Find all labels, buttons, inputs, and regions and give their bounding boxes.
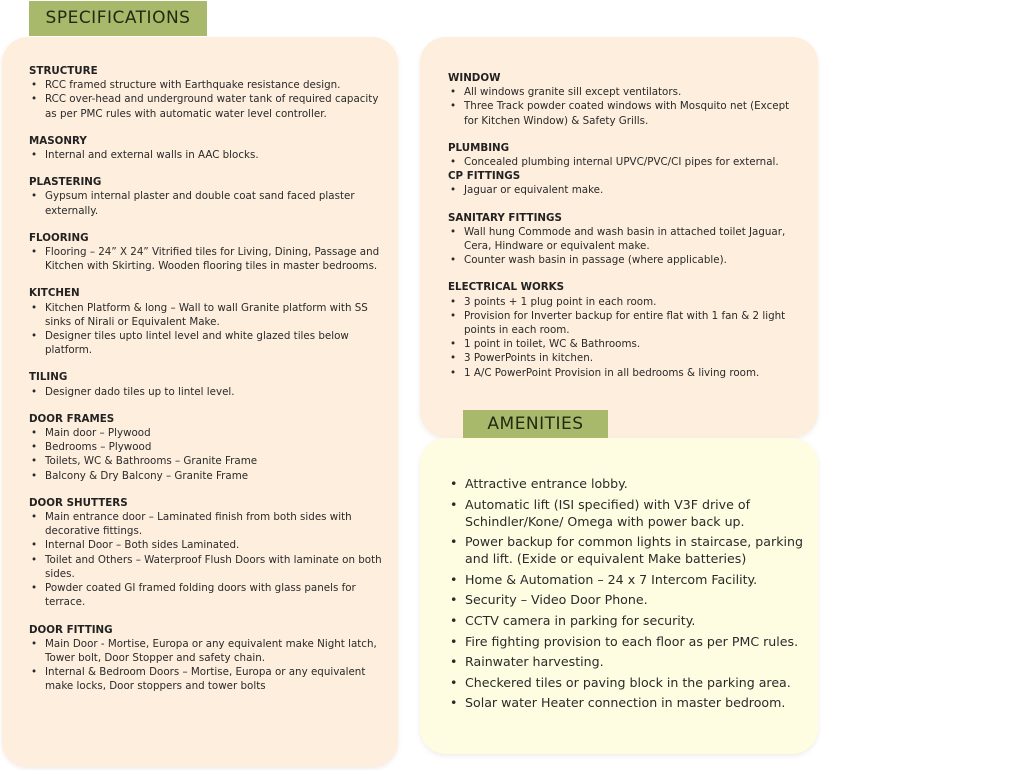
list-item: • Internal and external walls in AAC blocks.: [29, 148, 389, 162]
specifications-right-column: [448, 71, 803, 393]
list-item: • 1 point in toilet, WC & Bathrooms.: [448, 337, 803, 351]
section-heading: PLUMBING: [448, 141, 510, 154]
spec-section: [29, 175, 389, 218]
list-item: • Powder coated GI framed folding doors with glass panels for terrace.: [29, 581, 389, 609]
list-item: • Jaguar or equivalent make.: [448, 183, 803, 197]
list-item: • 3 PowerPoints in kitchen.: [448, 351, 803, 365]
amenity-item: • Security – Video Door Phone.: [448, 591, 808, 608]
section-heading: KITCHEN: [29, 287, 80, 300]
spec-section: [448, 71, 803, 128]
section-heading: DOOR FRAMES: [29, 412, 115, 425]
list-item: • 1 A/C PowerPoint Provision in all bedrooms & living room.: [448, 366, 803, 380]
list-item: • RCC over-head and underground water tank of required capacity as per PMC rules with automatic water level controller.: [29, 92, 389, 120]
section-list: [448, 85, 803, 128]
list-item: • Flooring – 24” X 24” Vitrified tiles for Living, Dining, Passage and Kitchen with Skirting. Wooden flooring tiles in master bedrooms.: [29, 245, 389, 273]
section-list: [29, 510, 389, 609]
amenity-item: • CCTV camera in parking for security.: [448, 612, 808, 629]
list-item: • Gypsum internal plaster and double coat sand faced plaster externally.: [29, 189, 389, 217]
list-item: • Wall hung Commode and wash basin in attached toilet Jaguar, Cera, Hindware or equivalent make.: [448, 225, 803, 253]
section-list: [29, 385, 389, 399]
amenity-item: • Power backup for common lights in staircase, parking and lift. (Exide or equivalent Make batteries): [448, 533, 808, 567]
section-heading: ELECTRICAL WORKS: [448, 281, 565, 294]
list-item: • Counter wash basin in passage (where applicable).: [448, 253, 803, 267]
section-heading: MASONRY: [29, 134, 87, 147]
spec-section: [29, 496, 389, 610]
list-item: • Toilets, WC & Bathrooms – Granite Frame: [29, 454, 389, 468]
list-item: • Kitchen Platform & long – Wall to wall Granite platform with SS sinks of Nirali or Equivalent Make.: [29, 301, 389, 329]
amenity-item: • Home & Automation – 24 x 7 Intercom Facility.: [448, 571, 808, 588]
amenity-item: • Rainwater harvesting.: [448, 653, 808, 670]
specifications-left-column: [29, 64, 389, 707]
section-list: [448, 225, 803, 268]
spec-section: [29, 64, 389, 121]
section-list: [29, 189, 389, 217]
list-item: • Bedrooms – Plywood: [29, 440, 389, 454]
list-item: • Main door – Plywood: [29, 426, 389, 440]
spec-section: [448, 169, 803, 197]
spec-section: [448, 211, 803, 268]
specifications-title: SPECIFICATIONS: [29, 1, 207, 36]
spec-section: [29, 412, 389, 483]
amenity-item: • Attractive entrance lobby.: [448, 475, 808, 492]
section-list: [29, 245, 389, 273]
section-list: [29, 301, 389, 358]
spec-section: [448, 280, 803, 379]
list-item: • Main entrance door – Laminated finish from both sides with decorative fittings.: [29, 510, 389, 538]
list-item: • Three Track powder coated windows with Mosquito net (Except for Kitchen Window) & Safety Grills.: [448, 99, 803, 127]
section-list: [448, 155, 803, 169]
spec-section: [29, 134, 389, 162]
list-item: • Concealed plumbing internal UPVC/PVC/CI pipes for external.: [448, 155, 803, 169]
list-item: • Balcony & Dry Balcony – Granite Frame: [29, 469, 389, 483]
section-heading: WINDOW: [448, 72, 501, 84]
spec-section: [29, 370, 389, 398]
section-heading: TILING: [29, 371, 68, 384]
list-item: • Internal Door – Both sides Laminated.: [29, 538, 389, 552]
list-item: • 3 points + 1 plug point in each room.: [448, 295, 803, 309]
section-heading: STRUCTURE: [29, 65, 98, 77]
amenity-item: • Fire fighting provision to each floor as per PMC rules.: [448, 633, 808, 650]
section-list: [29, 426, 389, 483]
amenities-list: [448, 475, 808, 715]
section-list: [29, 148, 389, 162]
list-item: • Designer dado tiles up to lintel level.: [29, 385, 389, 399]
spec-section: [29, 231, 389, 274]
list-item: • Designer tiles upto lintel level and white glazed tiles below platform.: [29, 329, 389, 357]
list-item: • Internal & Bedroom Doors – Mortise, Europa or any equivalent make locks, Door stoppers and tower bolts: [29, 665, 389, 693]
section-heading: SANITARY FITTINGS: [448, 211, 562, 224]
section-heading: PLASTERING: [29, 176, 102, 189]
section-heading: DOOR FITTING: [29, 623, 113, 636]
list-item: • All windows granite sill except ventilators.: [448, 85, 803, 99]
spec-section: [29, 623, 389, 694]
list-item: • Toilet and Others – Waterproof Flush Doors with laminate on both sides.: [29, 553, 389, 581]
spec-section: [29, 286, 389, 357]
list-item: • RCC framed structure with Earthquake resistance design.: [29, 78, 389, 92]
section-list: [448, 183, 803, 197]
section-list: [448, 295, 803, 380]
section-heading: FLOORING: [29, 231, 89, 244]
amenity-item: • Checkered tiles or paving block in the parking area.: [448, 674, 808, 691]
section-list: [29, 78, 389, 121]
section-list: [29, 637, 389, 694]
amenities-title: AMENITIES: [463, 410, 608, 438]
spec-section: [448, 141, 803, 169]
list-item: • Main Door - Mortise, Europa or any equivalent make Night latch, Tower bolt, Door Stopper and safety chain.: [29, 637, 389, 665]
amenity-item: • Automatic lift (ISI specified) with V3F drive of Schindler/Kone/ Omega with power back up.: [448, 496, 808, 530]
amenity-item: • Solar water Heater connection in master bedroom.: [448, 694, 808, 711]
section-heading: DOOR SHUTTERS: [29, 496, 128, 509]
list-item: • Provision for Inverter backup for entire flat with 1 fan & 2 light points in each room.: [448, 309, 803, 337]
section-heading: CP FITTINGS: [448, 170, 521, 183]
